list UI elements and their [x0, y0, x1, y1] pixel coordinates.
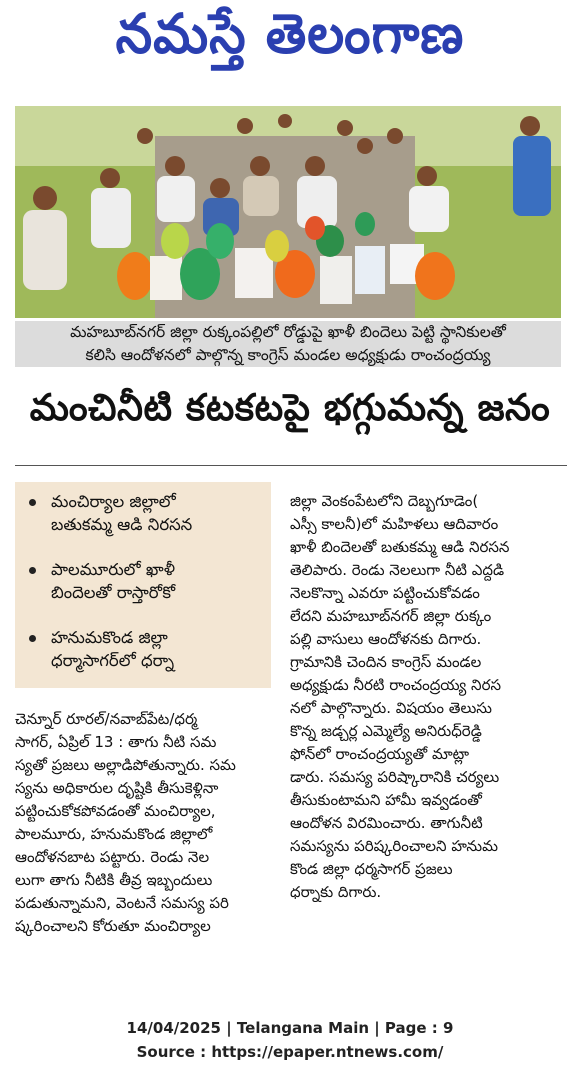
highlight-line: మంచిర్యాల జిల్లాలో [51, 492, 176, 511]
highlight-line: పాలమూరులో ఖాళీ [51, 560, 175, 579]
body-line: స్యతో ప్రజలు అల్లాడిపోతున్నారు. సమ [15, 756, 236, 774]
body-line: ఆందోళన విరమించారు. తాగునీటి [290, 814, 483, 832]
body-line: తెలిపారు. రెండు నెలలుగా నీటి ఎద్దడి [290, 561, 505, 579]
highlights-box [15, 482, 271, 688]
page-footer [0, 1016, 580, 1064]
article-headline: మంచినీటి కటకటపై భగ్గుమన్న జనం [29, 386, 551, 429]
body-line: పాలమూరు, హనుమకొండ జిల్లాలో [15, 825, 213, 843]
highlight-item [27, 490, 271, 536]
body-line: ఆందోళనబాట పట్టారు. రెండు నెల [15, 848, 210, 866]
highlight-item [27, 558, 271, 604]
body-line: ఖాళీ బిందెలతో బతుకమ్మ ఆడి నిరసన [290, 538, 510, 556]
body-line: నెలకొన్నా ఎవరూ పట్టించుకోవడం [290, 584, 480, 602]
body-line: పడుతున్నామని, వెంటనే సమస్య పరి [15, 894, 229, 912]
footer-date-line: 14/04/2025 | Telangana Main | Page : 9 [126, 1019, 454, 1037]
highlight-item [27, 626, 271, 672]
article-body-right [290, 490, 567, 904]
photo-caption [15, 321, 561, 367]
masthead-logo [0, 0, 580, 82]
caption-line: కలిసి ఆందోళనలో పాల్గొన్న కాంగ్రెస్ మండల అధ్యక్షుడు రాంచంద్రయ్య [85, 346, 491, 364]
body-line: అధ్యక్షుడు నీరటి రాంచంద్రయ్య నిరస [290, 676, 502, 694]
masthead-title: నమస్తే తెలంగాణ [115, 2, 465, 66]
divider [15, 465, 567, 466]
body-line: ధర్నాకు దిగారు. [290, 883, 382, 901]
body-line: లేదని మహబూబ్‌నగర్ జిల్లా రుక్కం [290, 607, 492, 625]
body-line: పట్టించుకోకపోవడంతో మంచిర్యాల, [15, 802, 216, 820]
body-line: పల్లి వాసులు ఆందోళనకు దిగారు. [290, 630, 482, 648]
article-body-left [15, 708, 277, 938]
body-line: కొండ జిల్లా ధర్మసాగర్ ప్రజలు [290, 860, 453, 878]
footer-source-link[interactable]: Source : https://epaper.ntnews.com/ [136, 1043, 444, 1061]
body-line: స్యను అధికారుల దృష్టికి తీసుకెళ్లినా [15, 779, 219, 797]
protest-photo-illustration [15, 106, 561, 318]
body-line: నలో పాల్గొన్నారు. విషయం తెలుసు [290, 699, 492, 717]
body-line: కొన్న జడ్చర్ల ఎమ్మెల్యే అనిరుధ్‌రెడ్డి [290, 722, 482, 740]
body-line: తీసుకుంటామని హామీ ఇవ్వడంతో [290, 791, 482, 809]
highlight-line: హనుమకొండ జిల్లా [51, 628, 168, 647]
body-line: జిల్లా వెంకంపేటలోని దెబ్బగూడెం( [290, 492, 479, 510]
body-line: ఎస్సీ కాలనీ)లో మహిళలు ఆదివారం [290, 515, 499, 533]
body-line: చెన్నూర్ రూరల్/నవాబ్‌పేట/ధర్మ [15, 710, 198, 728]
highlight-line: ధర్మాసాగర్‌లో ధర్నా [51, 651, 175, 670]
body-line: ఫోన్‌లో రాంచంద్రయ్యతో మాట్లా [290, 745, 470, 763]
highlight-line: బతుకమ్మ ఆడి నిరసన [51, 515, 193, 534]
body-line: గ్రామానికి చెందిన కాంగ్రెస్ మండల [290, 653, 482, 671]
body-line: సమస్యను పరిష్కరించాలని హనుమ [290, 837, 498, 855]
body-line: డారు. సమస్య పరిష్కారానికి చర్యలు [290, 768, 500, 786]
news-photo [15, 106, 561, 318]
body-line: లుగా తాగు నీటికి తీవ్ర ఇబ్బందులు [15, 871, 213, 889]
body-line: ష్కరించాలని కోరుతూ మంచిర్యాల [15, 917, 211, 935]
body-line: సాగర్, ఏప్రిల్ 13 : తాగు నీటి సమ [15, 733, 217, 751]
caption-line: మహబూబ్‌నగర్ జిల్లా రుక్కంపల్లిలో రోడ్డుపై ఖాళీ బిందెలు పెట్టి స్థానికులతో [70, 323, 506, 341]
highlight-line: బిందెలతో రాస్తారోకో [51, 583, 176, 602]
